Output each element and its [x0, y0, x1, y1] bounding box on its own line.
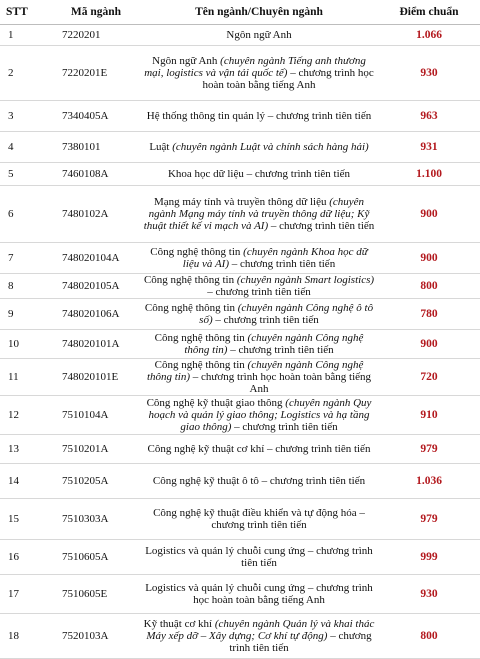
row-stt: 7: [0, 243, 52, 274]
header-name: Tên ngành/Chuyên ngành: [140, 0, 378, 25]
row-major-code: 7510605E: [52, 575, 140, 614]
row-stt: 5: [0, 163, 52, 186]
row-major-code: 7510605A: [52, 540, 140, 575]
major-name-main: Công nghệ thông tin: [154, 332, 248, 344]
row-major-name: [140, 243, 378, 274]
table-row: [0, 396, 480, 435]
major-name-main: Logistics và quản lý chuỗi cung ứng – chương trình học hoàn toàn bằng tiếng Anh: [145, 582, 373, 606]
row-cutoff-score: 800: [378, 274, 480, 299]
table-row: [0, 163, 480, 186]
row-major-code: 748020106A: [52, 299, 140, 330]
row-cutoff-score: 1.066: [378, 25, 480, 46]
major-name-main: Công nghệ kỹ thuật ô tô – chương trình tiên tiến: [152, 475, 366, 487]
row-cutoff-score: 900: [378, 243, 480, 274]
row-major-code: 7510104A: [52, 396, 140, 435]
major-name-main: Công nghệ kỹ thuật giao thông: [146, 397, 286, 409]
header-score: Điểm chuẩn: [378, 0, 480, 25]
row-cutoff-score: 979: [378, 499, 480, 540]
table-row: [0, 499, 480, 540]
row-stt: 18: [0, 614, 52, 659]
specialization-text: (chuyên ngành Công nghệ thông tin): [146, 359, 364, 383]
row-cutoff-score: 999: [378, 540, 480, 575]
row-major-name: [140, 132, 378, 163]
table-row: [0, 359, 480, 396]
program-text: – chương trình tiên tiến: [227, 344, 334, 356]
table-row: [0, 540, 480, 575]
table-row: [0, 101, 480, 132]
row-stt: 11: [0, 359, 52, 396]
row-cutoff-score: 979: [378, 435, 480, 464]
program-text: – chương trình học hoàn toàn bằng tiếng Anh: [190, 371, 372, 395]
row-stt: 16: [0, 540, 52, 575]
table-row: [0, 243, 480, 274]
row-cutoff-score: 900: [378, 330, 480, 359]
row-major-code: 7510303A: [52, 499, 140, 540]
program-text: – chương trình tiên tiến: [229, 258, 336, 270]
row-major-code: 7380101: [52, 132, 140, 163]
program-text: – chương trình tiên tiến: [207, 286, 311, 298]
row-major-name: [140, 359, 378, 396]
table-body: [0, 25, 480, 659]
row-major-name: [140, 299, 378, 330]
table-row: [0, 435, 480, 464]
specialization-text: (chuyên ngành Smart logistics): [236, 274, 375, 286]
row-major-name: [140, 464, 378, 499]
row-cutoff-score: 720: [378, 359, 480, 396]
row-major-code: 748020101A: [52, 330, 140, 359]
row-major-code: 7340405A: [52, 101, 140, 132]
header-stt: STT: [0, 0, 52, 25]
row-cutoff-score: 910: [378, 396, 480, 435]
row-major-code: 7520103A: [52, 614, 140, 659]
major-name-main: Logistics và quản lý chuỗi cung ứng – chương trình tiên tiến: [145, 545, 373, 569]
row-stt: 17: [0, 575, 52, 614]
program-text: – chương trình tiên tiến: [212, 314, 319, 326]
row-stt: 3: [0, 101, 52, 132]
row-major-code: 7220201: [52, 25, 140, 46]
row-stt: 2: [0, 46, 52, 101]
row-major-name: [140, 186, 378, 243]
row-cutoff-score: 931: [378, 132, 480, 163]
table-row: [0, 330, 480, 359]
row-major-name: [140, 540, 378, 575]
specialization-text: (chuyên ngành Công nghệ ô tô số): [199, 302, 374, 326]
specialization-text: (chuyên ngành Quản lý và khai thác Máy xếp dỡ – Xây dựng; Cơ khí tự động): [146, 618, 375, 642]
row-cutoff-score: 930: [378, 575, 480, 614]
row-major-name: [140, 396, 378, 435]
major-name-main: Luật: [149, 141, 173, 153]
row-cutoff-score: 780: [378, 299, 480, 330]
row-stt: 13: [0, 435, 52, 464]
row-stt: 10: [0, 330, 52, 359]
major-name-main: Công nghệ thông tin: [154, 359, 248, 371]
major-name-main: Công nghệ thông tin: [144, 302, 238, 314]
row-major-name: [140, 575, 378, 614]
major-name-main: Mạng máy tính và truyền thông dữ liệu: [153, 196, 330, 208]
row-cutoff-score: 1.036: [378, 464, 480, 499]
table-row: [0, 25, 480, 46]
specialization-text: (chuyên ngành Quy hoạch và quản lý giao thông; Logistics và hạ tầng giao thông): [148, 397, 372, 433]
row-stt: 14: [0, 464, 52, 499]
major-name-main: Công nghệ thông tin: [143, 274, 237, 286]
row-major-name: [140, 25, 378, 46]
major-name-main: Công nghệ kỹ thuật cơ khí – chương trình tiên tiến: [147, 443, 371, 455]
row-major-code: 748020105A: [52, 274, 140, 299]
table-row: [0, 575, 480, 614]
row-major-name: [140, 46, 378, 101]
row-cutoff-score: 930: [378, 46, 480, 101]
row-cutoff-score: 800: [378, 614, 480, 659]
major-name-main: Hệ thống thông tin quản lý – chương trình tiên tiến: [146, 110, 372, 122]
specialization-text: (chuyên ngành Mạng máy tính và truyền thông dữ liệu; Kỹ thuật thiết kế vi mạch và AI): [143, 196, 370, 232]
row-stt: 4: [0, 132, 52, 163]
table-row: [0, 46, 480, 101]
row-major-name: [140, 101, 378, 132]
specialization-text: (chuyên ngành Công nghệ thông tin): [184, 332, 364, 356]
row-major-name: [140, 499, 378, 540]
row-major-code: 7510205A: [52, 464, 140, 499]
program-text: – chương trình tiên tiến: [231, 421, 338, 433]
header-code: Mã ngành: [52, 0, 140, 25]
table-header-row: [0, 0, 480, 25]
row-major-name: [140, 274, 378, 299]
table-row: [0, 186, 480, 243]
major-name-main: Kỹ thuật cơ khí: [143, 618, 215, 630]
table-row: [0, 614, 480, 659]
row-stt: 8: [0, 274, 52, 299]
table-row: [0, 464, 480, 499]
major-name-main: Ngôn ngữ Anh: [152, 55, 221, 67]
row-major-code: 7510201A: [52, 435, 140, 464]
row-major-name: [140, 435, 378, 464]
specialization-text: (chuyên ngành Tiếng anh thương mại, logistics và vận tải quốc tế): [144, 55, 366, 79]
program-text: – chương trình học hoàn toàn bằng tiếng Anh: [202, 67, 374, 91]
row-stt: 1: [0, 25, 52, 46]
major-name-main: Công nghệ kỹ thuật điều khiển và tự động hóa – chương trình tiên tiến: [153, 507, 365, 531]
row-cutoff-score: 900: [378, 186, 480, 243]
program-text: – chương trình tiên tiến: [229, 630, 372, 654]
row-major-name: [140, 330, 378, 359]
specialization-text: (chuyên ngành Luật và chính sách hàng hải): [172, 141, 369, 153]
row-cutoff-score: 963: [378, 101, 480, 132]
row-major-code: 7460108A: [52, 163, 140, 186]
specialization-text: (chuyên ngành Khoa học dữ liệu và AI): [182, 246, 368, 270]
major-name-main: Công nghệ thông tin: [150, 246, 244, 258]
table-row: [0, 132, 480, 163]
row-cutoff-score: 1.100: [378, 163, 480, 186]
row-stt: 6: [0, 186, 52, 243]
major-name-main: Khoa học dữ liệu – chương trình tiên tiến: [167, 168, 351, 180]
row-stt: 15: [0, 499, 52, 540]
row-stt: 12: [0, 396, 52, 435]
program-text: – chương trình tiên tiến: [268, 220, 375, 232]
major-name-main: Ngôn ngữ Anh: [226, 29, 292, 41]
table-row: [0, 274, 480, 299]
row-stt: 9: [0, 299, 52, 330]
row-major-code: 748020101E: [52, 359, 140, 396]
row-major-code: 748020104A: [52, 243, 140, 274]
row-major-name: [140, 163, 378, 186]
row-major-code: 7480102A: [52, 186, 140, 243]
table-row: [0, 299, 480, 330]
row-major-name: [140, 614, 378, 659]
row-major-code: 7220201E: [52, 46, 140, 101]
